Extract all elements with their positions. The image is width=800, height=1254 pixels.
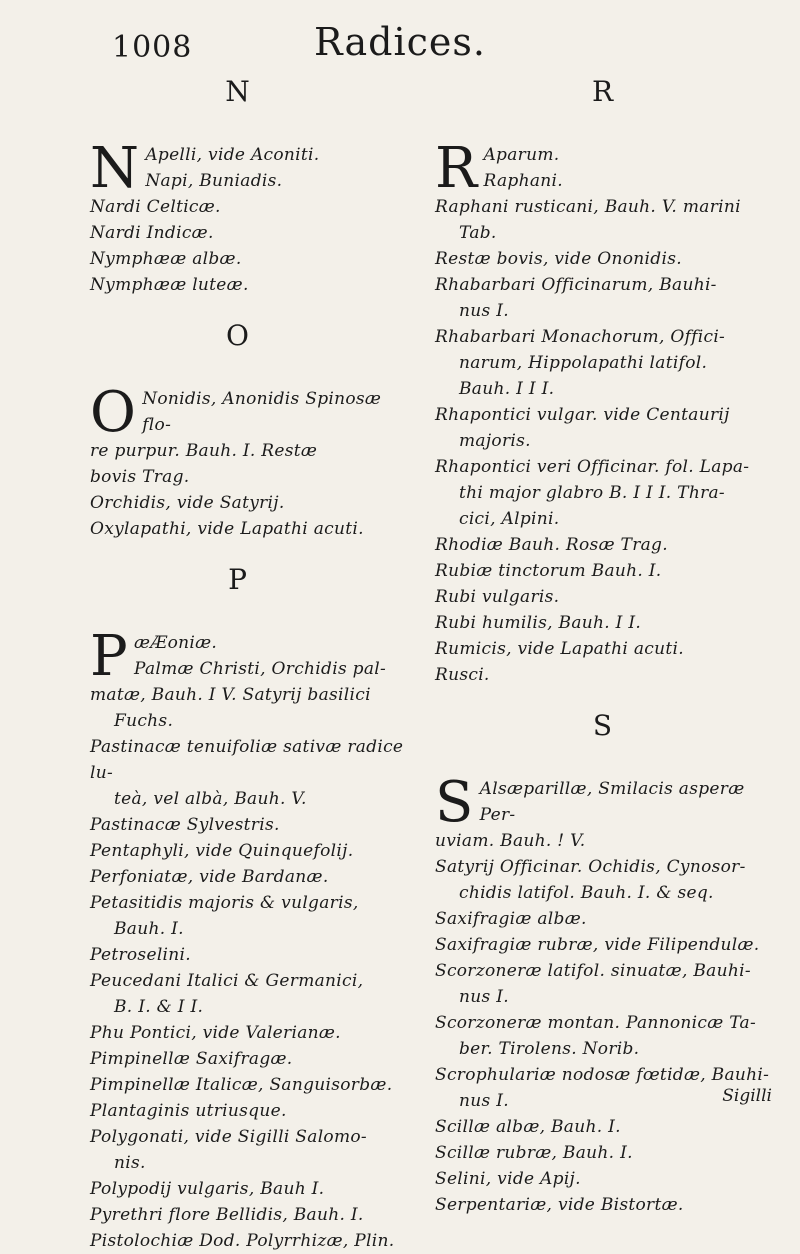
running-header: Radices.	[314, 20, 486, 64]
drop-cap-initial: N	[90, 136, 140, 201]
section-entries	[435, 136, 770, 688]
drop-cap-initial: P	[90, 624, 128, 689]
entry-line: uviam. Bauh. ! V.	[435, 831, 586, 851]
entry-line: Rubi humilis, Bauh. I I.	[435, 613, 642, 633]
entry-line: Rhabarbari Monachorum, Offici-	[435, 327, 726, 347]
entry-line: chidis latifol. Bauh. I. & seq.	[459, 883, 714, 903]
left-column	[90, 75, 410, 1254]
entry-line: B. I. & I I.	[114, 997, 204, 1017]
entry-line: nus I.	[459, 987, 509, 1007]
section-letter-s: S	[592, 709, 613, 742]
entry-line: Saxifragiæ albæ.	[435, 909, 587, 929]
entry-line: ber. Tirolens. Norib.	[459, 1039, 640, 1059]
entry-line: Pimpinellæ Italicæ, Sanguisorbæ.	[90, 1075, 393, 1095]
entry-line: Aparum.	[483, 145, 560, 165]
entry-line: teà, vel albà, Bauh. V.	[114, 789, 307, 809]
entry-line: Petroselini.	[90, 945, 191, 965]
section-letter-p: P	[228, 563, 247, 596]
entry-line: Bauh. I I I.	[459, 379, 555, 399]
drop-cap-initial: R	[435, 136, 478, 201]
entry-line: Peucedani Italici & Germanici,	[90, 971, 364, 991]
entry-line: Fuchs.	[114, 711, 174, 731]
page-number: 1008	[112, 30, 193, 65]
entry-line: Bauh. I.	[114, 919, 184, 939]
section-letter-o: O	[226, 319, 249, 352]
entry-line: Oxylapathi, vide Lapathi acuti.	[90, 519, 364, 539]
catchword: Sigilli	[722, 1086, 772, 1106]
entry-line: Tab.	[459, 223, 497, 243]
entry-line: Pyrethri flore Bellidis, Bauh. I.	[90, 1205, 364, 1225]
entry-line: Rhabarbari Officinarum, Bauhi-	[435, 275, 717, 295]
entry-line: Nonidis, Anonidis Spinosæ flo-	[142, 389, 382, 435]
drop-cap-initial: O	[90, 380, 137, 445]
entry-line: re purpur. Bauh. I. Restæ	[90, 441, 318, 461]
entry-line: nus I.	[459, 1091, 509, 1111]
entry-line: thi major glabro B. I I I. Thra-	[459, 483, 725, 503]
entry-line: Palmæ Christi, Orchidis pal-	[133, 659, 387, 679]
entry-line: Perfoniatæ, vide Bardanæ.	[90, 867, 329, 887]
entry-line: narum, Hippolapathi latifol.	[459, 353, 708, 373]
entry-line: Plantaginis utriusque.	[90, 1101, 287, 1121]
entry-line: Polygonati, vide Sigilli Salomo-	[90, 1127, 367, 1147]
entry-line: Nardi Indicæ.	[90, 223, 214, 243]
right-column	[435, 75, 770, 1218]
entry-line: Pimpinellæ Saxifragæ.	[90, 1049, 293, 1069]
entry-line: Orchidis, vide Satyrij.	[90, 493, 285, 513]
entry-line: Alsæparillæ, Smilacis asperæ Per-	[479, 779, 745, 825]
entry-line: Pistolochiæ Dod. Polyrrhizæ, Plin.	[90, 1231, 395, 1251]
entry-line: Pentaphyli, vide Quinquefolij.	[90, 841, 354, 861]
entry-line: Apelli, vide Aconiti.	[145, 145, 320, 165]
entry-line: Rubi vulgaris.	[435, 587, 560, 607]
entry-line: Restæ bovis, vide Ononidis.	[435, 249, 682, 269]
entry-line: Napi, Buniadis.	[145, 171, 283, 191]
entry-line: bovis Trag.	[90, 467, 190, 487]
entry-line: Pastinacæ tenuifoliæ sativæ radice lu-	[90, 737, 404, 783]
entry-line: Scillæ albæ, Bauh. I.	[435, 1117, 621, 1137]
entry-line: majoris.	[459, 431, 531, 451]
entry-line: Rubiæ tinctorum Bauh. I.	[435, 561, 662, 581]
entry-line: matæ, Bauh. I V. Satyrij basilici	[90, 685, 371, 705]
entry-line: Nymphææ albæ.	[90, 249, 242, 269]
entry-line: Rhodiæ Bauh. Rosæ Trag.	[435, 535, 668, 555]
section-letter-n: N	[225, 75, 250, 108]
entry-line: Selini, vide Apij.	[435, 1169, 581, 1189]
entry-line: Phu Pontici, vide Valerianæ.	[90, 1023, 341, 1043]
section-entries	[90, 380, 410, 542]
entry-line: Petasitidis majoris & vulgaris,	[90, 893, 359, 913]
section-entries	[90, 136, 410, 298]
entry-line: Saxifragiæ rubræ, vide Filipendulæ.	[435, 935, 760, 955]
entry-line: Rhapontici veri Officinar. fol. Lapa-	[435, 457, 750, 477]
entry-line: Raphani rusticani, Bauh. V. marini	[435, 197, 741, 217]
section-entries	[435, 770, 770, 1218]
drop-cap-initial: S	[435, 770, 474, 835]
entry-line: Scorzoneræ latifol. sinuatæ, Bauhi-	[435, 961, 751, 981]
entry-line: Rumicis, vide Lapathi acuti.	[435, 639, 684, 659]
entry-line: cici, Alpini.	[459, 509, 560, 529]
entry-line: Satyrij Officinar. Ochidis, Cynosor-	[435, 857, 746, 877]
entry-line: nis.	[114, 1153, 146, 1173]
entry-line: æÆoniæ.	[133, 633, 218, 653]
entry-line: Scorzoneræ montan. Pannonicæ Ta-	[435, 1013, 756, 1033]
entry-line: Scillæ rubræ, Bauh. I.	[435, 1143, 633, 1163]
entry-line: Nardi Celticæ.	[90, 197, 221, 217]
entry-line: Pastinacæ Sylvestris.	[90, 815, 280, 835]
entry-line: Polypodij vulgaris, Bauh I.	[90, 1179, 325, 1199]
section-letter-r: R	[591, 75, 614, 108]
entry-line: nus I.	[459, 301, 509, 321]
entry-line: Rhapontici vulgar. vide Centaurij	[435, 405, 730, 425]
section-entries	[90, 624, 410, 1254]
entry-line: Serpentariæ, vide Bistortæ.	[435, 1195, 684, 1215]
entry-line: Nymphææ luteæ.	[90, 275, 249, 295]
entry-line: Raphani.	[483, 171, 563, 191]
entry-line: Rusci.	[435, 665, 490, 685]
entry-line: Scrophulariæ nodosæ fœtidæ, Bauhi-	[435, 1065, 770, 1085]
